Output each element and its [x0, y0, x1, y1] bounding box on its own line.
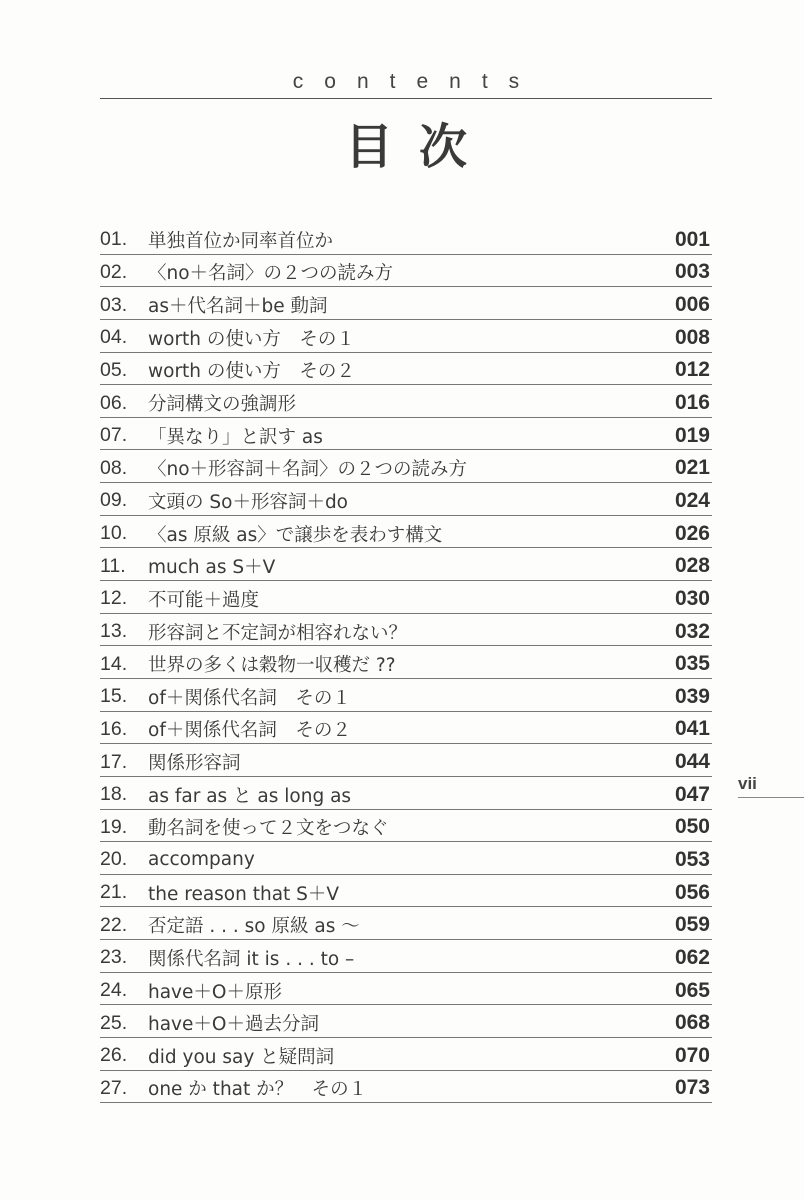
toc-entry[interactable] [100, 679, 712, 712]
toc-entry-number: 03. [100, 293, 128, 316]
toc-entry-page: 039 [674, 684, 710, 708]
toc-entry-number: 02. [100, 260, 128, 283]
toc-entry-page: 047 [674, 782, 710, 806]
toc-entry[interactable] [100, 744, 712, 777]
toc-entry-title: have＋O＋原形 [148, 981, 282, 1003]
toc-entry[interactable] [100, 483, 712, 516]
toc-entry-page: 035 [674, 652, 710, 676]
toc-entry-number: 07. [100, 424, 128, 447]
toc-entry-page: 019 [674, 423, 710, 447]
toc-entry-number: 15. [100, 685, 128, 708]
toc-entry-page: 001 [674, 227, 710, 251]
toc-entry-title: worth の使い方 その１ [148, 328, 355, 350]
toc-entry-number: 14. [100, 652, 128, 675]
toc-entry[interactable] [100, 907, 712, 940]
toc-entry[interactable] [100, 222, 712, 255]
toc-entry-number: 26. [100, 1044, 128, 1067]
folio-divider [738, 797, 804, 798]
toc-entry-number: 13. [100, 620, 128, 642]
toc-entry-title: 形容詞と不定詞が相容れない？ [148, 622, 408, 644]
toc-entry-number: 18. [100, 783, 128, 806]
toc-entry-number: 19. [100, 815, 128, 838]
toc-entry-title: have＋O＋過去分詞 [148, 1014, 319, 1036]
toc-entry-title: 動名詞を使って２文をつなぐ [148, 818, 389, 840]
toc-entry[interactable] [100, 1038, 712, 1071]
toc-entry-number: 17. [100, 750, 128, 773]
toc-entry-title: did you say と疑問詞 [148, 1046, 335, 1068]
toc-entry-title: accompany [148, 849, 255, 871]
toc-entry-page: 006 [674, 293, 710, 317]
toc-entry[interactable] [100, 712, 712, 745]
toc-entry-page: 024 [674, 488, 710, 512]
toc-entry-page: 012 [674, 358, 710, 382]
toc-entry[interactable] [100, 287, 712, 320]
toc-entry-title: 世界の多くは穀物一収穫だ ?? [148, 655, 396, 677]
toc-entry-number: 04. [100, 326, 128, 349]
toc-entry[interactable] [100, 810, 712, 843]
toc-entry-number: 24. [100, 979, 128, 1002]
toc-entry[interactable] [100, 842, 712, 875]
toc-entry[interactable] [100, 581, 712, 614]
toc-entry-number: 09. [100, 489, 128, 512]
toc-entry-page: 032 [674, 619, 710, 643]
toc-entry-title: as far as と as long as [148, 785, 352, 807]
toc-entry-title: 不可能＋過度 [148, 589, 260, 611]
toc-entry-page: 003 [674, 260, 710, 284]
toc-entry-page: 053 [674, 847, 710, 871]
toc-entry-title: as＋代名詞＋be 動詞 [148, 296, 328, 318]
toc-entry-page: 026 [674, 521, 710, 545]
toc-entry-number: 08. [100, 456, 128, 479]
toc-entry-number: 25. [100, 1011, 128, 1034]
toc-entry[interactable] [100, 973, 712, 1006]
toc-entry[interactable] [100, 320, 712, 353]
toc-entry-title: 〈as 原級 as〉で譲歩を表わす構文 [148, 524, 443, 546]
toc-entry-number: 12. [100, 587, 128, 610]
toc-entry[interactable] [100, 450, 712, 483]
toc-entry[interactable] [100, 548, 712, 581]
toc-entry-number: 22. [100, 913, 128, 936]
toc-entry[interactable] [100, 646, 712, 679]
toc-entry-title: 関係形容詞 [148, 753, 241, 775]
toc-entry-title: 文頭の So＋形容詞＋do [148, 491, 349, 513]
toc-entry-title: 否定語 . . . so 原級 as ～ [148, 916, 360, 938]
toc-entry-number: 11. [100, 554, 126, 577]
toc-entry-title: of＋関係代名詞 その２ [148, 720, 351, 742]
toc-entry-page: 056 [674, 880, 710, 904]
toc-entry-number: 21. [100, 881, 128, 904]
toc-entry-number: 16. [100, 717, 128, 740]
page-number: vii [738, 774, 757, 793]
toc-entry-title: the reason that S＋V [148, 883, 340, 905]
toc-entry-page: 028 [674, 554, 710, 578]
toc-entry[interactable] [100, 1005, 712, 1038]
toc-entry-title: worth の使い方 その２ [148, 361, 355, 383]
toc-entry-title: 〈no＋名詞〉の２つの読み方 [148, 263, 394, 285]
toc-entry-title: much as S＋V [148, 557, 276, 579]
toc-entry-title: 分詞構文の強調形 [148, 394, 297, 416]
toc-entry-page: 016 [674, 391, 710, 415]
toc-entry-page: 044 [674, 750, 710, 774]
toc-entry-page: 073 [674, 1076, 710, 1100]
toc-entry-title: 単独首位か同率首位か [148, 230, 334, 252]
toc-entry[interactable] [100, 614, 712, 647]
toc-entry-number: 05. [100, 358, 128, 381]
toc-entry[interactable] [100, 255, 712, 288]
toc-entry-page: 068 [674, 1011, 710, 1035]
toc-entry[interactable] [100, 418, 712, 451]
toc-entry[interactable] [100, 353, 712, 386]
toc-entry-number: 23. [100, 946, 128, 969]
toc-entry-page: 008 [674, 325, 710, 349]
toc-entry-page: 062 [674, 945, 710, 969]
toc-entry-number: 27. [100, 1076, 128, 1099]
toc-entry-number: 20. [100, 848, 128, 871]
toc-entry[interactable] [100, 940, 712, 973]
toc-entry-number: 10. [100, 522, 128, 545]
header-divider [100, 98, 712, 99]
toc-entry-number: 01. [100, 228, 128, 251]
toc-entry-page: 050 [674, 815, 710, 839]
toc-entry-page: 059 [674, 913, 710, 937]
toc-entry[interactable] [100, 875, 712, 908]
toc-entry[interactable] [100, 1071, 712, 1104]
toc-entry-title: 「異なり」と訳す as [148, 426, 323, 448]
table-of-contents [100, 222, 712, 1103]
page-title: 目次 [344, 119, 493, 175]
toc-entry-title: of＋関係代名詞 その１ [148, 687, 351, 709]
contents-label: contents [292, 70, 541, 93]
toc-entry-title: 〈no＋形容詞＋名詞〉の２つの読み方 [148, 459, 468, 481]
toc-entry-title: one か that か？ その１ [148, 1079, 368, 1101]
toc-entry-page: 041 [674, 717, 710, 741]
toc-entry[interactable] [100, 516, 712, 549]
toc-entry-number: 06. [100, 391, 128, 414]
toc-entry[interactable] [100, 777, 712, 810]
toc-entry-page: 070 [674, 1043, 710, 1067]
toc-entry-page: 065 [674, 978, 710, 1002]
toc-entry-page: 021 [674, 456, 710, 480]
toc-entry-title: 関係代名詞 it is . . . to – [148, 948, 355, 970]
toc-entry-page: 030 [674, 586, 710, 610]
toc-entry[interactable] [100, 385, 712, 418]
